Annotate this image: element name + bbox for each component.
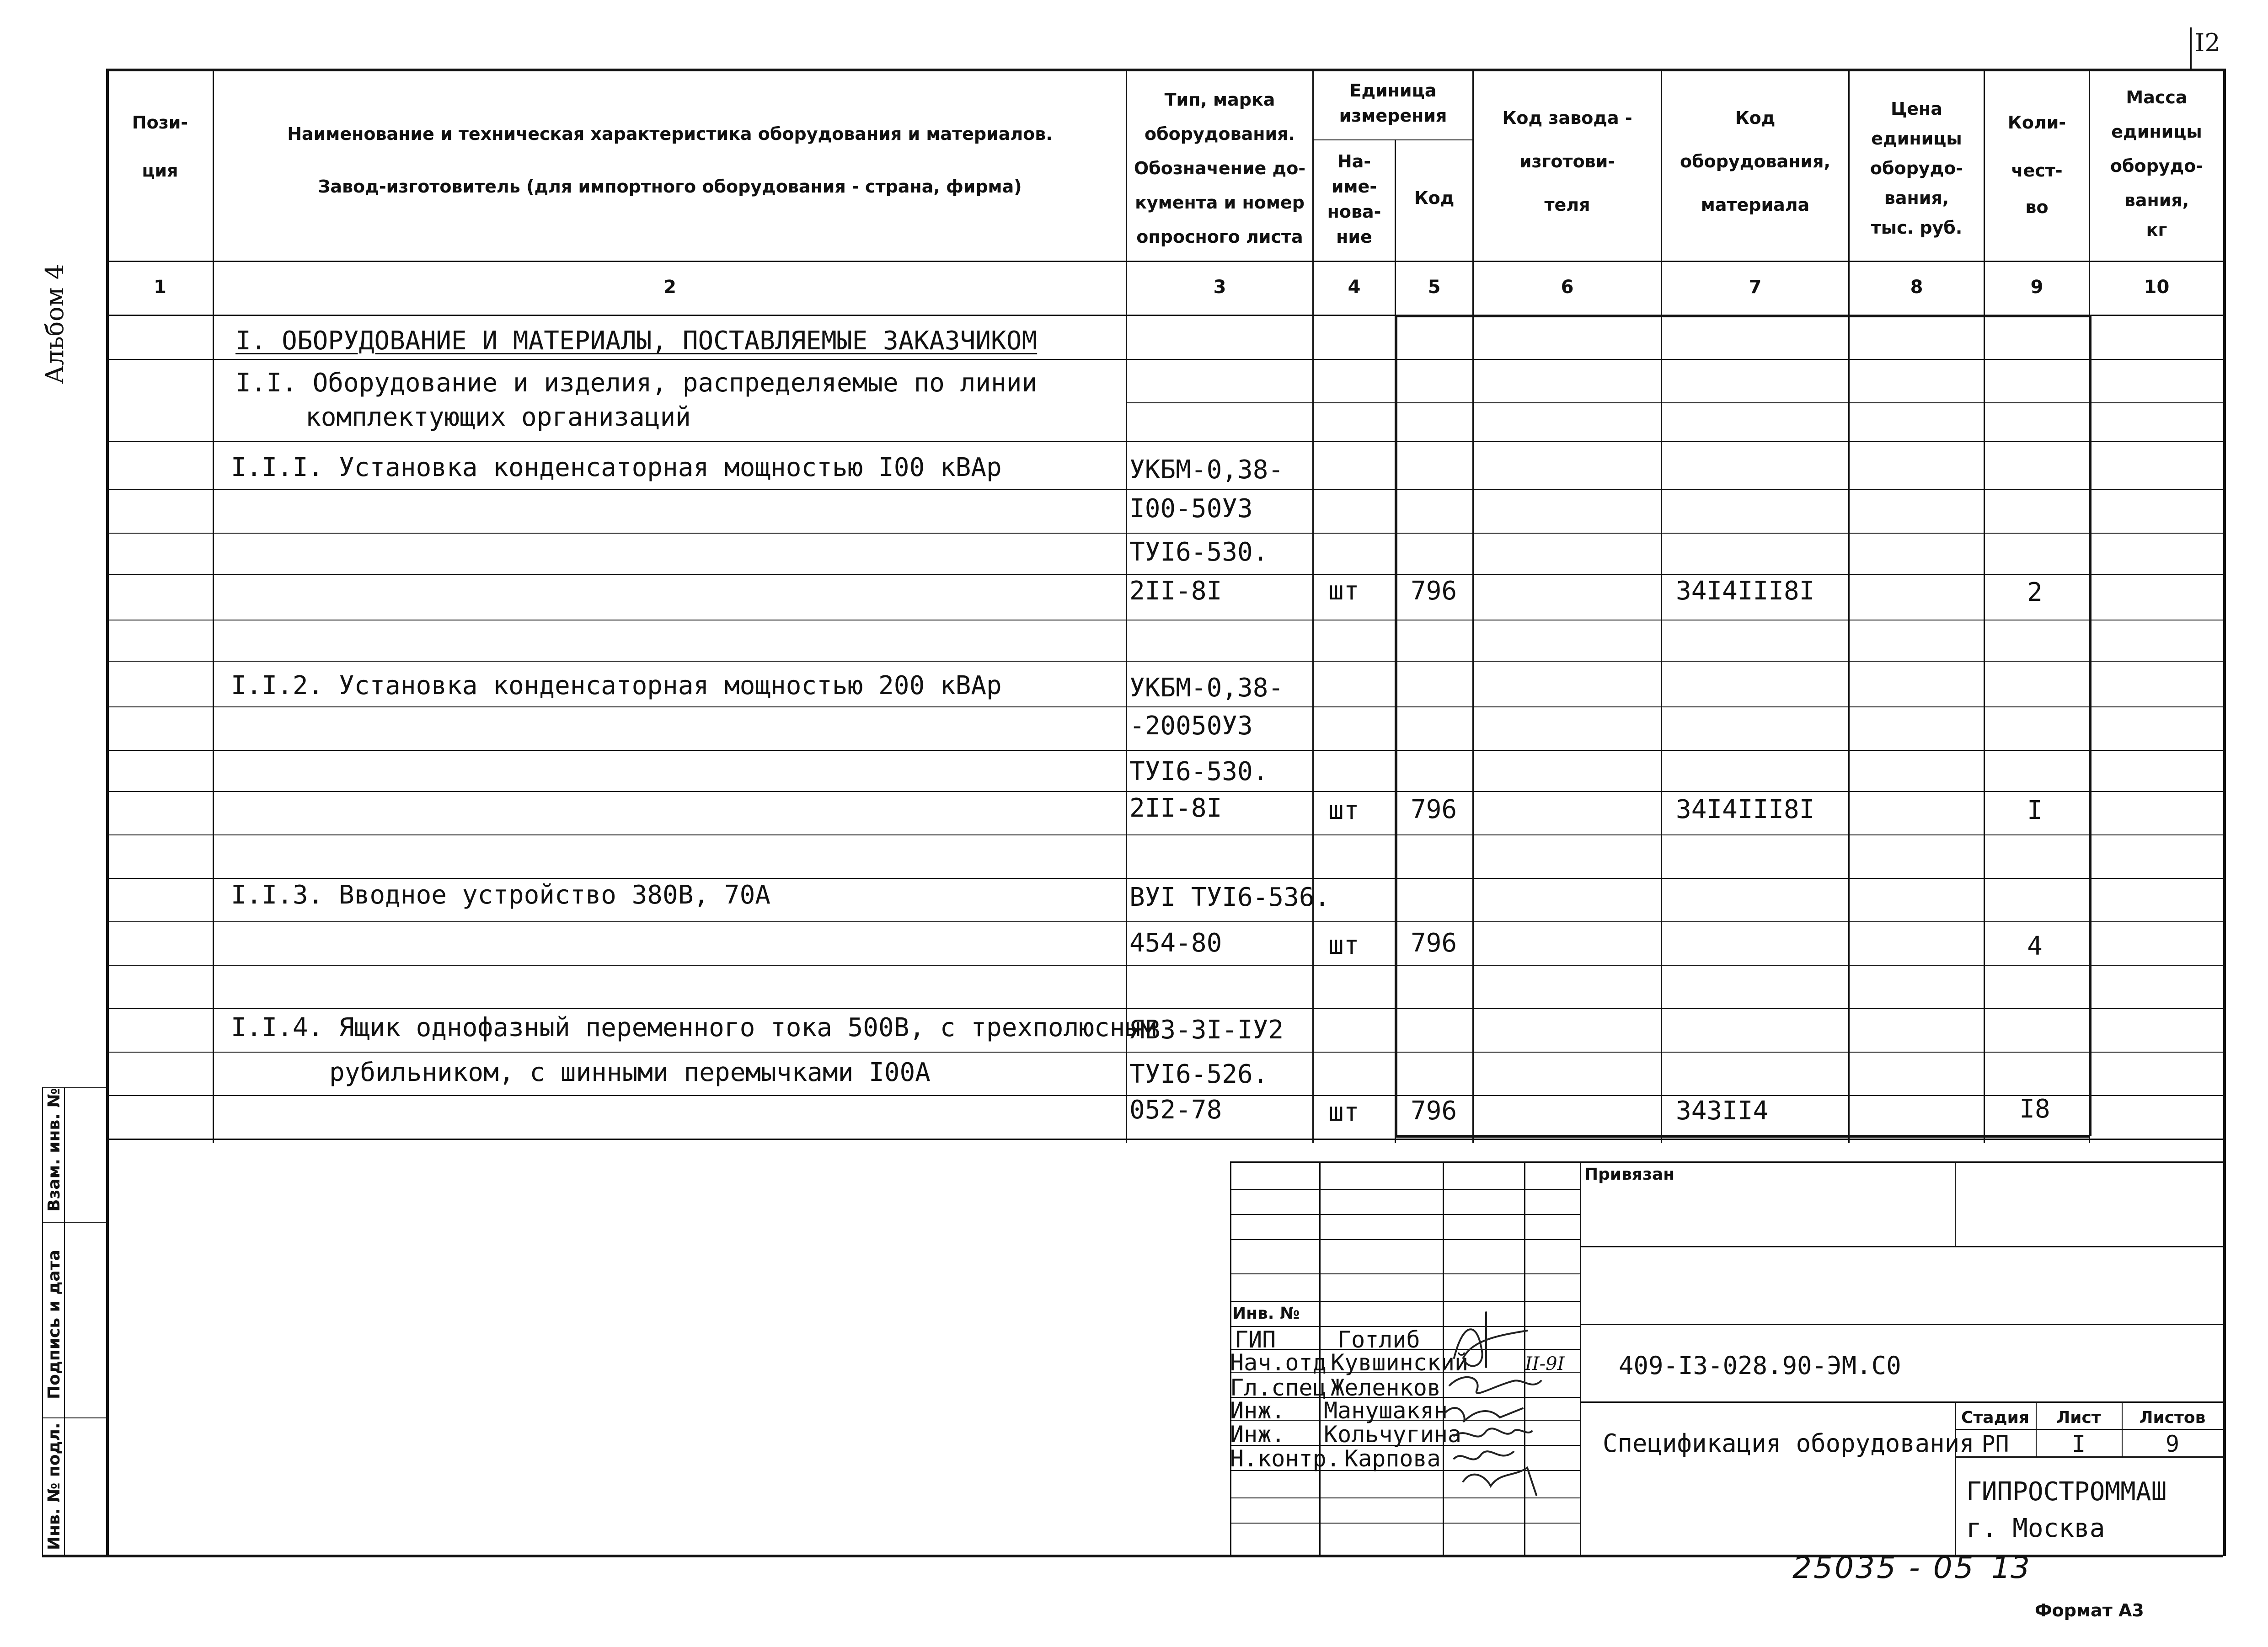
staff-role: Нач.отд (1230, 1349, 1327, 1376)
staff-name: Готлиб (1337, 1326, 1420, 1353)
subsection-title-cont: комплектующих организаций (305, 402, 691, 432)
album-label: Альбом 4 (40, 263, 69, 384)
hdr-unit-name-4: ние (1336, 227, 1372, 247)
stamp-row (1230, 1273, 1580, 1274)
hdr-mass-1: Масса (2126, 87, 2188, 107)
inner-box-top (1395, 315, 2089, 317)
row-line (106, 965, 2223, 966)
hdr-type-5: опросного листа (1136, 227, 1303, 247)
hdr-mass-3: оборудо- (2110, 156, 2204, 176)
hdr-unit-2: измерения (1339, 106, 1447, 126)
stamp-row (1230, 1214, 1580, 1215)
hdr-price-1: Цена (1891, 99, 1942, 119)
stamp-row (1955, 1429, 2223, 1430)
item-type: ТУI6-526. (1129, 1059, 1268, 1089)
colnum-4: 4 (1348, 277, 1361, 298)
item-type: 2II-8I (1129, 576, 1222, 606)
hdr-price-2: единицы (1871, 128, 1962, 149)
colnum-3: 3 (1213, 277, 1226, 298)
hdr-qty-3: во (2025, 197, 2049, 217)
sheet-value: I (2071, 1431, 2086, 1457)
row-line (106, 359, 2223, 360)
section-title: I. ОБОРУДОВАНИЕ И МАТЕРИАЛЫ, ПОСТАВЛЯЕМЫЕ ЗАКАЗЧИКОМ (235, 326, 1038, 356)
item-unit-code: 796 (1411, 576, 1457, 606)
item-equip-code: 343II4 (1676, 1096, 1769, 1126)
item-name: I.I.3. Вводное устройство 380В, 70А (231, 880, 771, 910)
side-label-inv: Инв. № подл. (45, 1422, 64, 1550)
hdr-unit-name-1: На- (1337, 151, 1371, 171)
row-line (106, 791, 2223, 792)
doc-title: Спецификация оборудования (1603, 1429, 1974, 1458)
org-city: г. Москва (1966, 1513, 2105, 1543)
hdr-unit-code: Код (1414, 188, 1455, 208)
sheet-label: Лист (2056, 1408, 2101, 1427)
hdr-price-5: тыс. руб. (1871, 218, 1963, 238)
item-type: УКБМ-0,38- (1129, 673, 1284, 703)
item-qty: 4 (2027, 931, 2043, 961)
hdr-name-2: Завод-изготовитель (для импортного оборудования - страна, фирма) (318, 176, 1022, 197)
item-type: УКБМ-0,38- (1129, 455, 1284, 485)
hdr-position-1: Пози- (132, 112, 188, 133)
hdr-equip-code-3: материала (1701, 195, 1810, 215)
row-line (106, 834, 2223, 835)
side-strip-div (42, 1222, 107, 1223)
item-unit: шт (1328, 930, 1359, 960)
side-strip-mid (64, 1087, 65, 1556)
col-sep-6 (1661, 69, 1662, 1143)
row-line (106, 1052, 2223, 1053)
hdr-position-2: ция (142, 160, 178, 181)
table-bottom-line (106, 1139, 2223, 1140)
item-unit: шт (1328, 576, 1359, 606)
hdr-price-3: оборудо- (1870, 158, 1963, 178)
item-unit: шт (1328, 796, 1359, 825)
stamp-row (1580, 1324, 2223, 1325)
colnum-6: 6 (1561, 277, 1574, 298)
stamp-col (1955, 1161, 1956, 1246)
hdr-price-4: вания, (1884, 188, 1949, 208)
hdr-plant-code-1: Код завода - (1502, 108, 1632, 128)
hdr-equip-code-2: оборудования, (1680, 151, 1830, 171)
colnum-8: 8 (1910, 277, 1923, 298)
privyazan-label: Привязан (1584, 1165, 1675, 1184)
stage-value: РП (1981, 1431, 2009, 1457)
row-line (106, 706, 2223, 707)
side-strip-left (42, 1087, 43, 1556)
colnum-2: 2 (663, 277, 676, 298)
item-unit: шт (1328, 1097, 1359, 1127)
hdr-plant-code-3: теля (1544, 195, 1590, 215)
item-qty: I (2027, 796, 2043, 825)
row-line (106, 489, 2223, 490)
sign-date: II-9I (1525, 1353, 1565, 1374)
row-line (106, 661, 2223, 662)
item-name: I.I.4. Ящик однофазный переменного тока 500В, с трехполюсным (231, 1013, 1156, 1043)
hdr-qty-1: Коли- (2007, 112, 2066, 133)
row-line (106, 750, 2223, 751)
subsection-title: I.I. Оборудование и изделия, распределяемые по линии (235, 368, 1038, 398)
hdr-unit-1: Единица (1349, 80, 1437, 101)
hdr-equip-code-1: Код (1735, 108, 1776, 128)
row-line (1126, 402, 2223, 403)
stamp-row (1230, 1523, 1580, 1524)
colnum-7: 7 (1749, 277, 1762, 298)
stage-label: Стадия (1961, 1408, 2029, 1427)
archive-sheet: 13 (1991, 1550, 2030, 1585)
sheets-label: Листов (2139, 1408, 2206, 1427)
stamp-row (1580, 1401, 2223, 1403)
item-equip-code: 34I4III8I (1676, 795, 1815, 824)
item-type: 052-78 (1129, 1095, 1222, 1125)
header-bottom-line (106, 261, 2223, 262)
hdr-qty-2: чест- (2011, 160, 2063, 181)
item-type: 2II-8I (1129, 793, 1222, 823)
staff-role: ГИП (1235, 1326, 1276, 1353)
format-label: Формат А3 (2035, 1600, 2144, 1620)
hdr-name-1: Наименование и техническая характеристика оборудования и материалов. (287, 124, 1053, 144)
item-type: 454-80 (1129, 928, 1222, 958)
staff-name: Кольчугина (1324, 1421, 1462, 1448)
row-line (106, 878, 2223, 879)
staff-role: Н.контр. (1230, 1445, 1340, 1472)
signatures (1436, 1294, 1591, 1509)
item-name: I.I.2. Установка конденсаторная мощностью 200 кВАр (231, 671, 1002, 701)
col-sep-1 (213, 69, 214, 1143)
staff-role: Инж. (1230, 1421, 1285, 1448)
stamp-row (1580, 1246, 2223, 1247)
hdr-mass-5: кг (2146, 220, 2167, 240)
frame-right (2223, 69, 2226, 1556)
hdr-type-3: Обозначение до- (1134, 158, 1306, 178)
stamp-row (1230, 1239, 1580, 1240)
item-qty: 2 (2027, 578, 2043, 607)
item-qty: I8 (2019, 1094, 2050, 1124)
hdr-mass-2: единицы (2111, 122, 2202, 142)
hdr-type-4: кумента и номер (1135, 193, 1305, 213)
hdr-unit-name-3: нова- (1327, 202, 1381, 222)
row-line (106, 441, 2223, 442)
hdr-type-1: Тип, марка (1164, 90, 1275, 110)
side-label-replace: Взам. инв. № (45, 1088, 64, 1212)
inv-no-label: Инв. № (1232, 1304, 1300, 1323)
sheets-value: 9 (2165, 1431, 2180, 1457)
item-type: I00-50У3 (1129, 494, 1253, 524)
col-sep-8 (1984, 69, 1985, 1143)
hdr-unit-name-2: име- (1331, 176, 1377, 197)
unit-group-line (1312, 139, 1472, 140)
inner-box-bottom (1395, 1135, 2089, 1138)
org-name: ГИПРОСТРОММАШ (1966, 1477, 2167, 1507)
staff-name: Карпова (1344, 1445, 1441, 1472)
colnum-10: 10 (2144, 277, 2170, 298)
item-type: ТУI6-530. (1129, 757, 1268, 786)
inner-box-right (2089, 315, 2091, 1136)
item-type: ТУI6-530. (1129, 537, 1268, 567)
doc-code: 409-I3-028.90-ЭМ.С0 (1619, 1351, 1901, 1380)
archive-number: 25035 - 05 (1792, 1550, 1975, 1585)
page-number-divider (2190, 27, 2192, 70)
item-name-cont: рубильником, с шинными перемычками I00А (329, 1058, 931, 1087)
item-type: ЯВ3-3I-IУ2 (1129, 1015, 1284, 1045)
inner-box-left (1395, 315, 1397, 1136)
row-line (106, 1008, 2223, 1009)
stamp-row (1230, 1189, 1580, 1190)
item-equip-code: 34I4III8I (1676, 576, 1815, 606)
staff-name: .Кувшинский (1317, 1349, 1469, 1376)
hdr-type-2: оборудования. (1145, 124, 1295, 144)
stamp-top (1230, 1161, 2223, 1163)
item-type: -20050У3 (1129, 711, 1253, 741)
side-label-sign: Подпись и дата (45, 1250, 64, 1399)
item-unit-code: 796 (1411, 1096, 1457, 1126)
staff-role: Инж. (1230, 1397, 1285, 1424)
colnum-5: 5 (1428, 277, 1441, 298)
staff-name: .Желенков (1317, 1374, 1441, 1401)
col-sep-5 (1472, 69, 1474, 1143)
staff-role: Гл.спец (1230, 1374, 1327, 1401)
page-number: I2 (2195, 28, 2220, 57)
item-name: I.I.I. Установка конденсаторная мощностью I00 кВАр (231, 453, 1002, 482)
item-unit-code: 796 (1411, 795, 1457, 824)
colnum-1: 1 (154, 277, 166, 298)
hdr-mass-4: вания, (2124, 190, 2189, 210)
hdr-plant-code-2: изготови- (1519, 151, 1615, 171)
item-type: ВУI ТУI6-536. (1129, 882, 1330, 912)
item-unit-code: 796 (1411, 928, 1457, 958)
row-line (106, 533, 2223, 534)
side-strip-div (42, 1417, 107, 1418)
staff-name: Манушакян (1324, 1397, 1448, 1424)
row-line (106, 574, 2223, 575)
row-line (106, 921, 2223, 922)
frame-top (106, 69, 2223, 71)
colnum-9: 9 (2030, 277, 2043, 298)
